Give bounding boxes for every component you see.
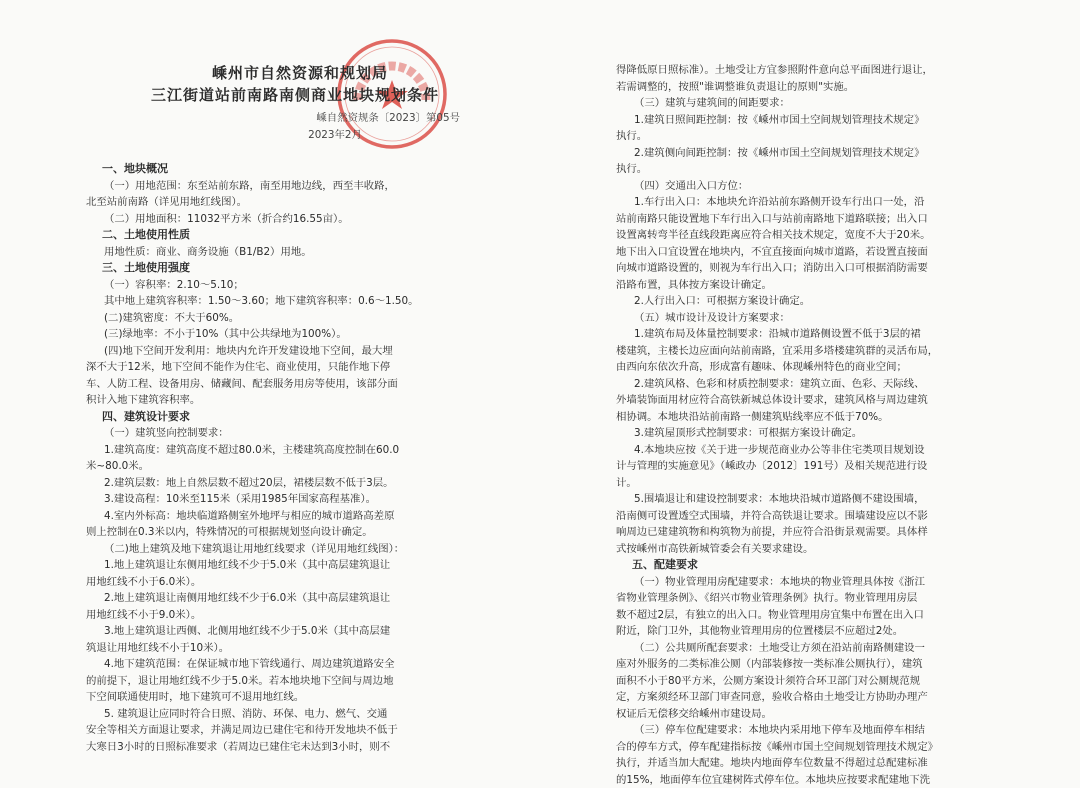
text-line: 2.建筑侧向间距控制：按《嵊州市国土空间规划管理技术规定》 [616,145,999,162]
text-line: 4.本地块应按《关于进一步规范商业办公等非住宅类项目规划设 [616,442,999,459]
text-line: 1.地上建筑退让东侧用地红线不少于5.0米（其中高层建筑退让 [86,557,464,574]
text-line: （三）停车位配建要求：本地块内采用地下停车及地面停车相结 [616,722,999,739]
text-line: 4.室内外标高：地块临道路侧室外地坪与相应的城市道路高差原 [86,508,464,525]
document-title-agency: 嵊州市自然资源和规划局 [136,62,464,84]
section-heading: 一、地块概况 [86,161,464,178]
text-line: （一）建筑竖向控制要求： [86,425,464,442]
text-line: 面积不小于80平方米，公厕方案设计须符合环卫部门对公厕规范规 [616,673,999,690]
text-line: 站前南路只能设置地下车行出入口与站前南路地下道路联接；出入口 [616,211,999,228]
text-line: 则上控制在0.3米以内，特殊情况的可根据规划竖向设计确定。 [86,524,464,541]
text-line: 式按嵊州市高铁新城管委会有关要求建设。 [616,541,999,558]
text-line: 3.建设高程：10米至115米（采用1985年国家高程基准）。 [86,491,464,508]
section-heading: 三、土地使用强度 [86,260,464,277]
text-line: 执行，并适当加大配建。地块内地面停车位数量不得超过总配建标准 [616,755,999,772]
text-line: 大寒日3小时的日照标准要求（若周边已建住宅未达到3小时，则不 [86,739,464,756]
text-line: 权证后无偿移交给嵊州市建设局。 [616,706,999,723]
right-body-text [616,62,999,788]
text-line: （二）用地面积：11032平方米（折合约16.55亩）。 [86,211,464,228]
text-line: （二）公共厕所配套要求：土地受让方须在沿站前南路侧建设一 [616,640,999,657]
text-line: 沿南侧可设置透空式围墙，并符合高铁退让要求。围墙建设应以不影 [616,508,999,525]
text-line: 沿路布置，具体按方案设计确定。 [616,277,999,294]
text-line: 得降低原日照标准）。土地受让方宜参照附件意向总平面图进行退让， [616,62,999,79]
text-line: 1.建筑高度：建筑高度不超过80.0米，主楼建筑高度控制在60.0 [86,442,464,459]
text-line: 由西向东依次升高，形成富有趣味、体现嵊州特色的商业空间； [616,359,999,376]
text-line: 设置离转弯半径直线段距离应符合相关技术规定，宽度不大于20米。 [616,227,999,244]
text-line: 2.人行出入口：可根据方案设计确定。 [616,293,999,310]
text-line: 积计入地下建筑容积率。 [86,392,464,409]
document-number: 嵊自然资规条〔2023〕第05号 [86,110,464,127]
section-heading: 二、土地使用性质 [86,227,464,244]
text-line: 的前提下，退让用地红线不少于5.0米。若本地块地下空间与周边地 [86,673,464,690]
text-line: 下空间联通使用时，地下建筑可不退用地红线。 [86,689,464,706]
text-line: 1.车行出入口：本地块允许沿站前东路侧开设车行出口一处，沿 [616,194,999,211]
text-line: 1.建筑布局及体量控制要求：沿城市道路侧设置不低于3层的裙 [616,326,999,343]
text-line: 的15%，地面停车位宜建树阵式停车位。本地块应按要求配建地下洗 [616,772,999,788]
text-line: （一）用地范围：东至站前东路，南至用地边线，西至丰收路， [86,178,464,195]
text-line: (四)地下空间开发利用：地块内允许开发建设地下空间，最大埋 [86,343,464,360]
section-heading: 四、建筑设计要求 [86,409,464,426]
document-date: 2023年2月 [206,127,464,144]
text-line: 3.地上建筑退让西侧、北侧用地红线不少于5.0米（其中高层建 [86,623,464,640]
text-line: 座对外服务的二类标准公厕（内部装修按一类标准公厕执行），建筑 [616,656,999,673]
text-line: （三）建筑与建筑间的间距要求： [616,95,999,112]
text-line: 合的停车方式，停车配建指标按《嵊州市国土空间规划管理技术规定》 [616,739,999,756]
text-line: 执行。 [616,161,999,178]
text-line: 筑退让用地红线不小于10米）。 [86,640,464,657]
left-column [86,62,464,755]
text-line: 5.围墙退让和建设控制要求：本地块沿城市道路侧不建设围墙， [616,491,999,508]
text-line: 外墙装饰面用材应符合高铁新城总体设计要求，建筑风格与周边建筑 [616,392,999,409]
text-line: 楼建筑，主楼长边应面向站前南路，宜采用多塔楼建筑群的灵活布局， [616,343,999,360]
text-line: 北至站前南路（详见用地红线图）。 [86,194,464,211]
text-line: (三)绿地率：不小于10%（其中公共绿地为100%）。 [86,326,464,343]
left-body-text [86,161,464,755]
text-line: 数不超过2层，有独立的出入口。物业管理用房宜集中布置在出入口 [616,607,999,624]
text-line: (二)建筑密度：不大于60%。 [86,310,464,327]
text-line: 2.建筑层数：地上自然层数不超过20层，裙楼层数不低于3层。 [86,475,464,492]
text-line: 用地红线不小于9.0米）。 [86,607,464,624]
text-line: 附近，除门卫外，其他物业管理用房的位置楼层不应超过2处。 [616,623,999,640]
text-line: 地下出入口宜设置在地块内，不宜直接面向城市道路，若设置直接面 [616,244,999,261]
text-line: （一）容积率：2.10～5.10； [86,277,464,294]
text-line: （二)地上建筑及地下建筑退让用地红线要求（详见用地红线图）： [86,541,464,558]
text-line: 4.地下建筑范围：在保证城市地下管线通行、周边建筑道路安全 [86,656,464,673]
text-line: 计与管理的实施意见》（嵊政办〔2012〕191号）及相关规范进行设 [616,458,999,475]
section-heading: 五、配建要求 [616,557,999,574]
text-line: 响周边已建建筑物和构筑物为前提，并应符合沿街景观需要。具体样 [616,524,999,541]
text-line: 车、人防工程、设备用房、储藏间、配套服务用房等使用，该部分面 [86,376,464,393]
text-line: （四）交通出入口方位： [616,178,999,195]
text-line: 1.建筑日照间距控制：按《嵊州市国土空间规划管理技术规定》 [616,112,999,129]
text-line: 相协调。本地块沿站前南路一侧建筑贴线率应不低于70%。 [616,409,999,426]
text-line: （一）物业管理用房配建要求：本地块的物业管理具体按《浙江 [616,574,999,591]
text-line: 向城市道路设置的，则视为车行出入口；消防出入口可根据消防需要 [616,260,999,277]
text-line: 5. 建筑退让应同时符合日照、消防、环保、电力、燃气、交通 [86,706,464,723]
document-title: 三江街道站前南路南侧商业地块规划条件 [126,84,464,106]
text-line: 3.建筑屋顶形式控制要求：可根据方案设计确定。 [616,425,999,442]
text-line: 米~80.0米。 [86,458,464,475]
text-line: （五）城市设计及设计方案要求： [616,310,999,327]
text-line: 2.建筑风格、色彩和材质控制要求：建筑立面、色彩、天际线、 [616,376,999,393]
text-line: 用地红线不小于6.0米）。 [86,574,464,591]
text-line: 用地性质：商业、商务设施（B1/B2）用地。 [86,244,464,261]
text-line: 执行。 [616,128,999,145]
text-line: 若需调整的，按照"谁调整谁负责退让的原则"实施。 [616,79,999,96]
text-line: 2.地上建筑退让南侧用地红线不少于6.0米（其中高层建筑退让 [86,590,464,607]
right-column [616,62,999,788]
text-line: 其中地上建筑容积率：1.50～3.60；地下建筑容积率：0.6～1.50。 [86,293,464,310]
text-line: 深不大于12米，地下空间不能作为住宅、商业使用，只能作地下停 [86,359,464,376]
text-line: 省物业管理条例》、《绍兴市物业管理条例》执行。物业管理用房层 [616,590,999,607]
text-line: 计。 [616,475,999,492]
text-line: 安全等相关方面退让要求，并满足周边已建住宅和待开发地块不低于 [86,722,464,739]
text-line: 定，方案须经环卫部门审查同意，验收合格由土地受让方协助办理产 [616,689,999,706]
